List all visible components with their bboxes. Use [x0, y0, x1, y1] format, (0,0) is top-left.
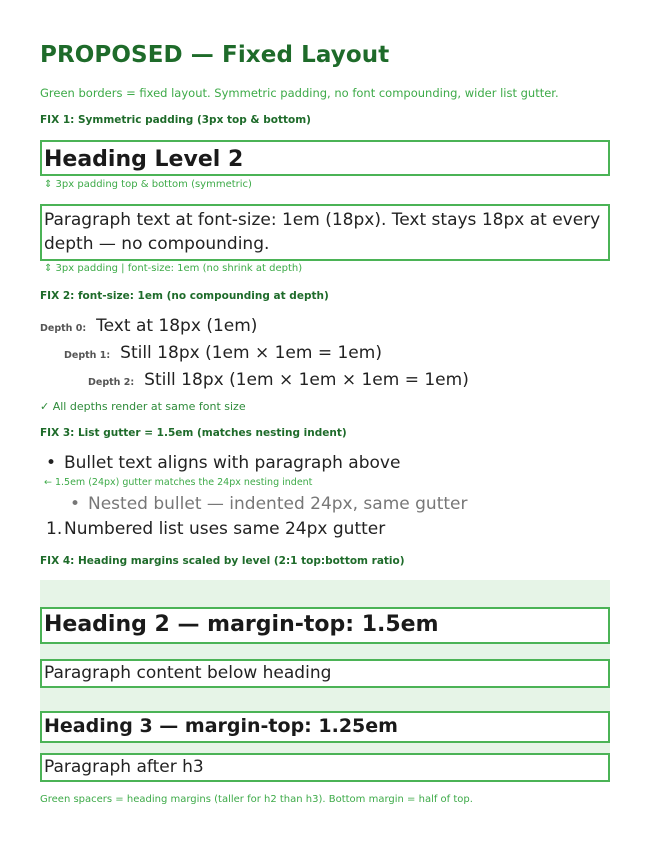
h2-margin-bottom-spacer	[40, 644, 610, 659]
depth-text: Still 18px (1em × 1em × 1em = 1em)	[144, 370, 469, 390]
depth-tag: Depth 0:	[40, 323, 87, 334]
fix1-heading-note: ⇕ 3px padding top & bottom (symmetric)	[44, 179, 252, 190]
number-marker: 1.	[46, 519, 63, 539]
depth-row-1	[64, 343, 382, 363]
page-subtitle: Green borders = fixed layout. Symmetric padding, no font compounding, wider list gutter.	[40, 86, 559, 100]
list-item-numbered	[46, 519, 385, 539]
depth-text: Still 18px (1em × 1em = 1em)	[120, 343, 382, 363]
fix1-label: FIX 1: Symmetric padding (3px top & bottom)	[40, 114, 311, 126]
fix4-h3-box: Heading 3 — margin-top: 1.25em	[40, 711, 610, 743]
depth-text: Text at 18px (1em)	[96, 316, 258, 336]
fix1-paragraph-box: Paragraph text at font-size: 1em (18px). Text stays 18px at every depth — no compounding.	[40, 204, 610, 261]
fix2-result: ✓ All depths render at same font size	[40, 400, 246, 413]
fix4-paragraph2-box: Paragraph after h3	[40, 753, 610, 782]
footer-note: Green spacers = heading margins (taller for h2 than h3). Bottom margin = half of top.	[40, 794, 473, 805]
list-item-text: Numbered list uses same 24px gutter	[64, 519, 386, 539]
depth-row-0	[40, 316, 257, 336]
fix4-h2-box: Heading 2 — margin-top: 1.5em	[40, 607, 610, 644]
depth-row-2	[88, 370, 469, 390]
depth-tag: Depth 2:	[88, 377, 135, 388]
bullet-marker: •	[70, 494, 81, 514]
list-item-text: Nested bullet — indented 24px, same gutter	[88, 494, 468, 514]
fix3-label: FIX 3: List gutter = 1.5em (matches nesting indent)	[40, 427, 347, 439]
bullet-marker: •	[46, 453, 57, 473]
page-title: PROPOSED — Fixed Layout	[40, 42, 390, 68]
fix4-label: FIX 4: Heading margins scaled by level (2:1 top:bottom ratio)	[40, 555, 405, 567]
list-item-bullet	[46, 453, 400, 473]
list-item-nested-bullet	[70, 494, 467, 514]
fix1-paragraph-note: ⇕ 3px padding | font-size: 1em (no shrink at depth)	[44, 263, 303, 274]
fix4-paragraph-box: Paragraph content below heading	[40, 659, 610, 688]
fix1-heading-box: Heading Level 2	[40, 140, 610, 176]
depth-tag: Depth 1:	[64, 350, 111, 361]
h3-margin-top-spacer	[40, 688, 610, 711]
h3-margin-bottom-spacer	[40, 743, 610, 753]
h2-margin-top-spacer	[40, 580, 610, 607]
list-item-text: Bullet text aligns with paragraph above	[64, 453, 401, 473]
fix2-label: FIX 2: font-size: 1em (no compounding at depth)	[40, 290, 329, 302]
gutter-note: ← 1.5em (24px) gutter matches the 24px nesting indent	[44, 477, 313, 488]
